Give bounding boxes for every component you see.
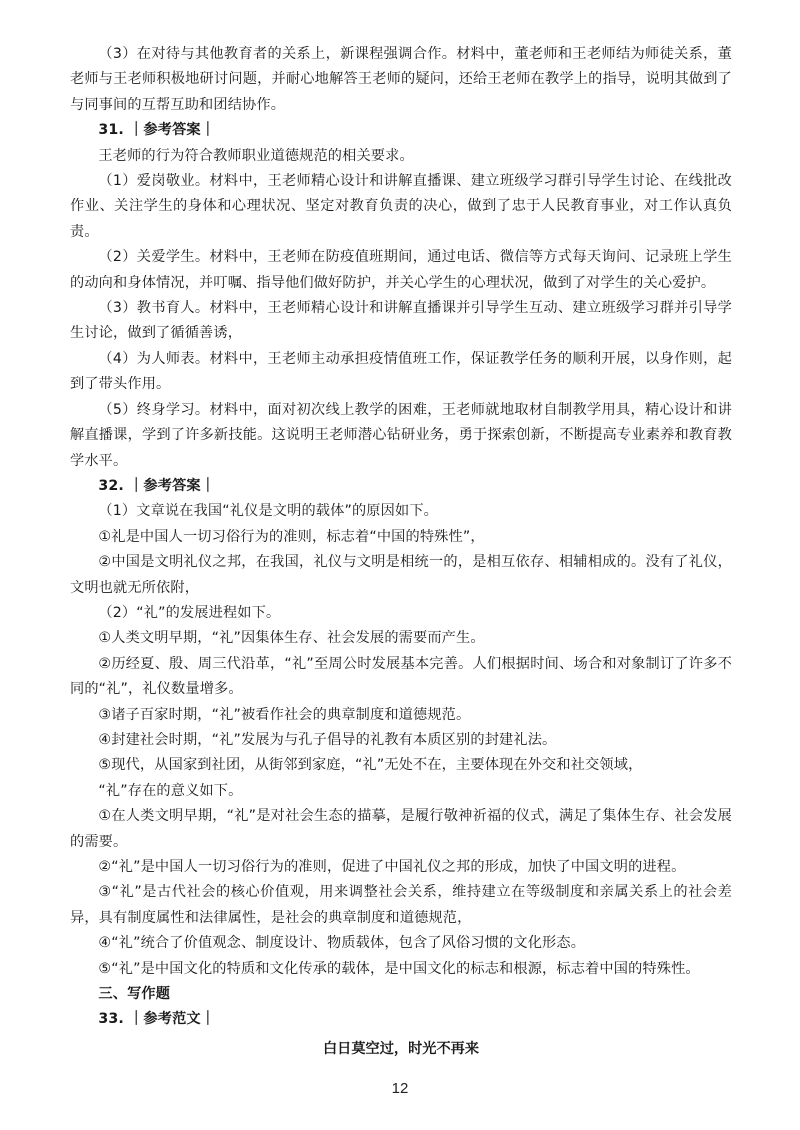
answer-32-meaning-intro: “礼”存在的意义如下。 <box>98 782 243 799</box>
answer-32-part-1-item-2: ②中国是文明礼仪之邦，在我国，礼仪与文明是相统一的，是相互依存、相辅相成的。没有了礼仪，文明也就无所依附， <box>70 554 732 596</box>
answer-32-meaning-item-5: ⑤“礼”是中国文化的特质和文化传承的载体，是中国文化的标志和根源，标志着中国的特殊性。 <box>98 960 700 977</box>
answer-33-heading: 33. ｜参考范文｜ <box>98 1011 216 1028</box>
answer-32-part-2-item-4: ④封建社会时期，“礼”发展为与孔子倡导的礼教有本质区别的封建礼法。 <box>98 731 557 748</box>
answer-31-part-2: （2）关爱学生。材料中，王老师在防疫值班期间，通过电话、微信等方式每天询问、记录班上学生的动向和身体情况，并叮嘱、指导他们做好防护，并关心学生的心理状况，做到了对学生的关心爱护。 <box>70 249 732 291</box>
answer-32-part-2-item-5: ⑤现代，从国家到社团，从街邻到家庭，“礼”无处不在，主要体现在外交和社交领域， <box>98 757 643 774</box>
answer-32-part-2-item-2: ②历经夏、殷、周三代沿革，“礼”至周公时发展基本完善。人们根据时间、场合和对象制订了许多不同的“礼”，礼仪数量增多。 <box>70 655 732 698</box>
answer-32-meaning-item-4: ④“礼”统合了价值观念、制度设计、物质载体，包含了风俗习惯的文化形态。 <box>98 935 586 952</box>
answer-32-part-2-intro: （2）“礼”的发展进程如下。 <box>98 604 281 621</box>
page-number: 12 <box>391 1080 409 1097</box>
answer-32-meaning-item-3: ③“礼”是古代社会的核心价值观，用来调整社会关系，维持建立在等级制度和亲属关系上的社会差异，具有制度属性和法律属性，是社会的典章制度和道德规范， <box>70 884 732 926</box>
answer-32-meaning-item-1: ①在人类文明早期，“礼”是对社会生态的描摹，是履行敬神祈福的仪式，满足了集体生存、社会发展的需要。 <box>70 808 732 850</box>
answer-31-part-5: （5）终身学习。材料中，面对初次线上教学的困难，王老师就地取材自制教学用具，精心设计和讲解直播课，学到了许多新技能。这说明王老师潜心钻研业务，勇于探索创新，不断提高专业素养和教育教学水平。 <box>70 401 732 469</box>
answer-32-part-1-item-1: ①礼是中国人一切习俗行为的准则，标志着“中国的特殊性”， <box>98 528 485 545</box>
answer-31-part-4: （4）为人师表。材料中，王老师主动承担疫情值班工作，保证教学任务的顺利开展，以身作则，起到了带头作用。 <box>70 350 732 393</box>
answer-32-part-1-intro: （1）文章说在我国“礼仪是文明的载体”的原因如下。 <box>98 503 438 520</box>
answer-31-heading: 31. ｜参考答案｜ <box>98 122 216 139</box>
answer-32-heading: 32. ｜参考答案｜ <box>98 477 216 494</box>
answer-32-part-2-item-3: ③诸子百家时期，“礼”被看作社会的典章制度和道德规范。 <box>98 706 471 723</box>
answer-31-part-3: （3）教书育人。材料中，王老师精心设计和讲解直播课并引导学生互动、建立班级学习群并引导学生讨论，做到了循循善诱， <box>70 300 732 342</box>
answer-31-part-1: （1）爱岗敬业。材料中，王老师精心设计和讲解直播课、建立班级学习群引导学生讨论、在线批改作业、关注学生的身体和心理状况、坚定对教育负责的决心，做到了忠于人民教育事业，对工作认真负责。 <box>70 173 732 240</box>
document-page <box>70 42 732 1062</box>
answer-32-part-2-item-1: ①人类文明早期，“礼”因集体生存、社会发展的需要而产生。 <box>98 630 485 647</box>
essay-title: 白日莫空过，时光不再来 <box>322 1040 480 1057</box>
answer-30-part-3: （3）在对待与其他教育者的关系上，新课程强调合作。材料中，董老师和王老师结为师徒关系，董老师与王老师积极地研讨问题，并耐心地解答王老师的疑问，还给王老师在教学上的指导，说明其做到了与同事间的互帮互助和团结协作。 <box>70 46 732 113</box>
answer-32-meaning-item-2: ②“礼”是中国人一切习俗行为的准则，促进了中国礼仪之邦的形成，加快了中国文明的进程。 <box>98 859 686 875</box>
section-writing-heading: 三、写作题 <box>98 986 171 1003</box>
answer-31-intro: 王老师的行为符合教师职业道德规范的相关要求。 <box>98 147 414 164</box>
